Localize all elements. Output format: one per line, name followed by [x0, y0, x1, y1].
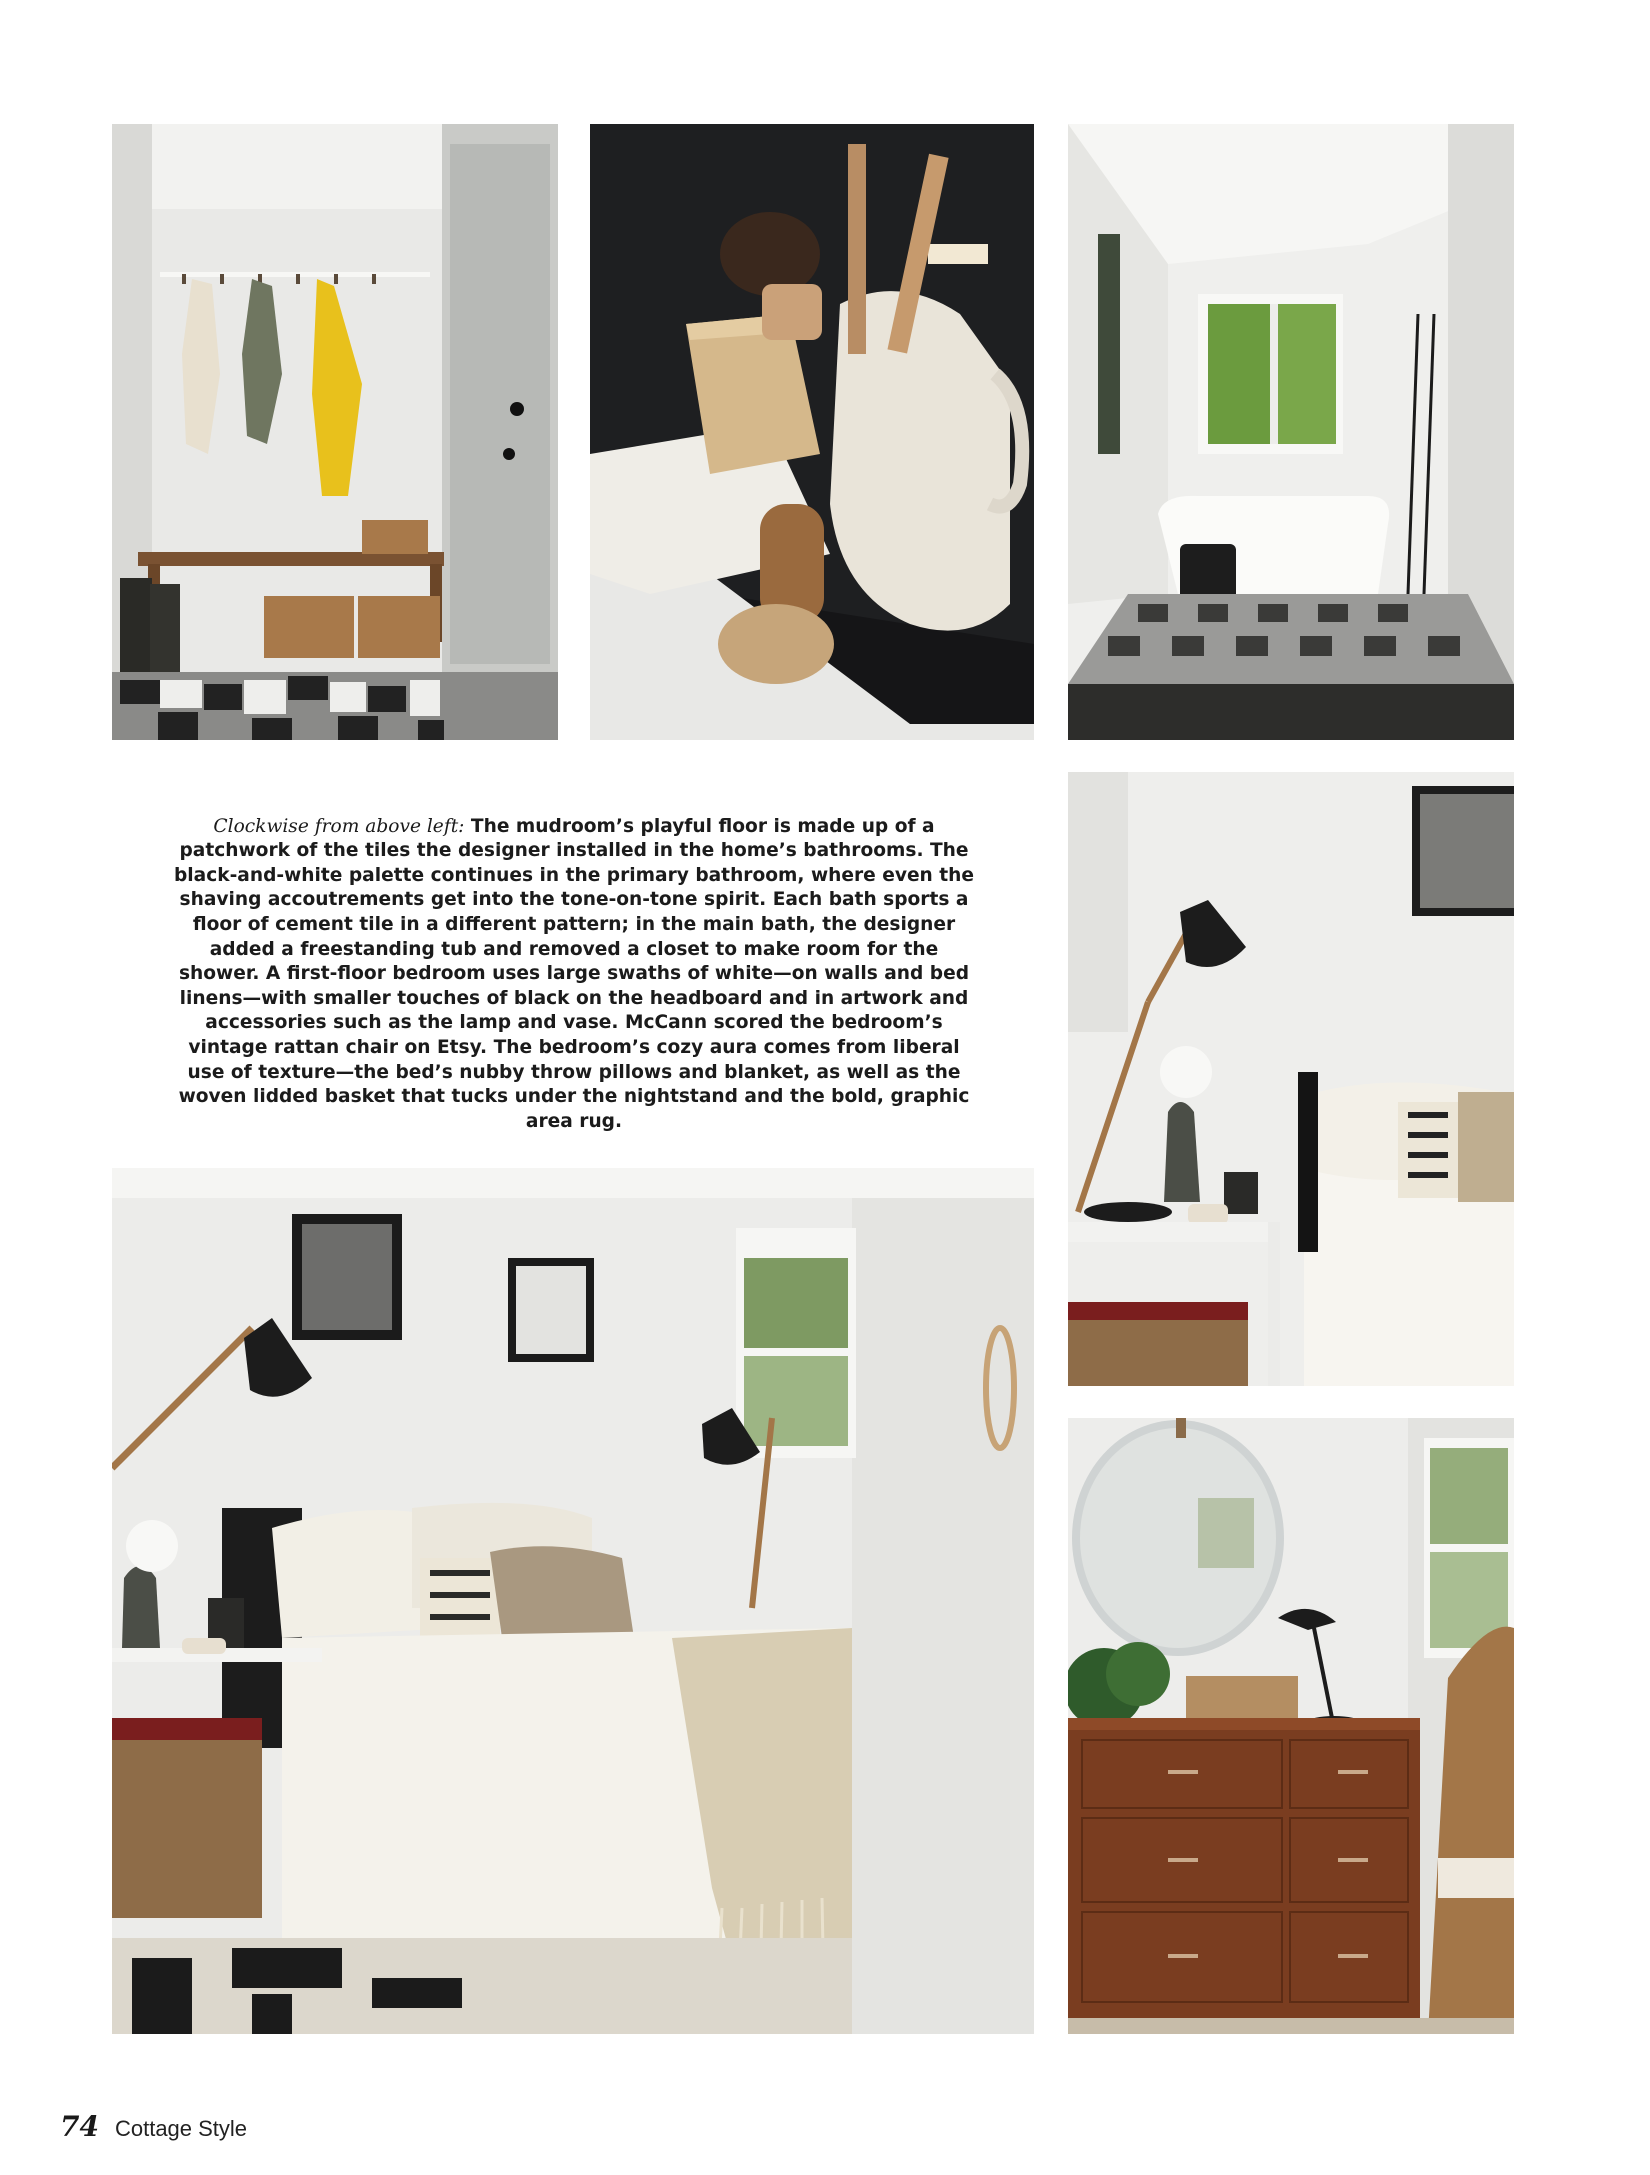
primary-bathroom-photo	[1068, 124, 1514, 740]
nightstand-photo	[1068, 772, 1514, 1386]
page-footer	[60, 2110, 247, 2143]
magazine-name: Cottage Style	[114, 2116, 248, 2141]
caption-lead: Clockwise from above left:	[213, 815, 465, 837]
page-number: 74	[60, 2110, 99, 2143]
photo-caption	[168, 815, 980, 1135]
dresser-photo	[1068, 1418, 1514, 2034]
mudroom-photo	[112, 124, 558, 740]
soap-brushes-photo	[590, 124, 1034, 740]
bedroom-photo	[112, 1168, 1034, 2034]
caption-body: The mudroom’s playful floor is made up of a patchwork of the tiles the designer installed in the home’s bathrooms. The black-and-white palette continues in the primary bathroom, where even the shaving accoutrements get into the tone-on-tone spirit. Each bath sports a floor of cement tile in a different pattern; in the main bath, the designer added a freestanding tub and removed a closet to make room for the shower. A first-floor bedroom uses large swaths of white—on walls and bed linens—with smaller touches of black on the headboard and in artwork and accessories such as the lamp and vase. McCann scored the bedroom’s vintage rattan chair on Etsy. The bedroom’s cozy aura comes from liberal use of texture—the bed’s nubby throw pillows and blanket, as well as the woven lidded basket that tucks under the nightstand and the bold, graphic area rug.	[173, 815, 975, 1132]
